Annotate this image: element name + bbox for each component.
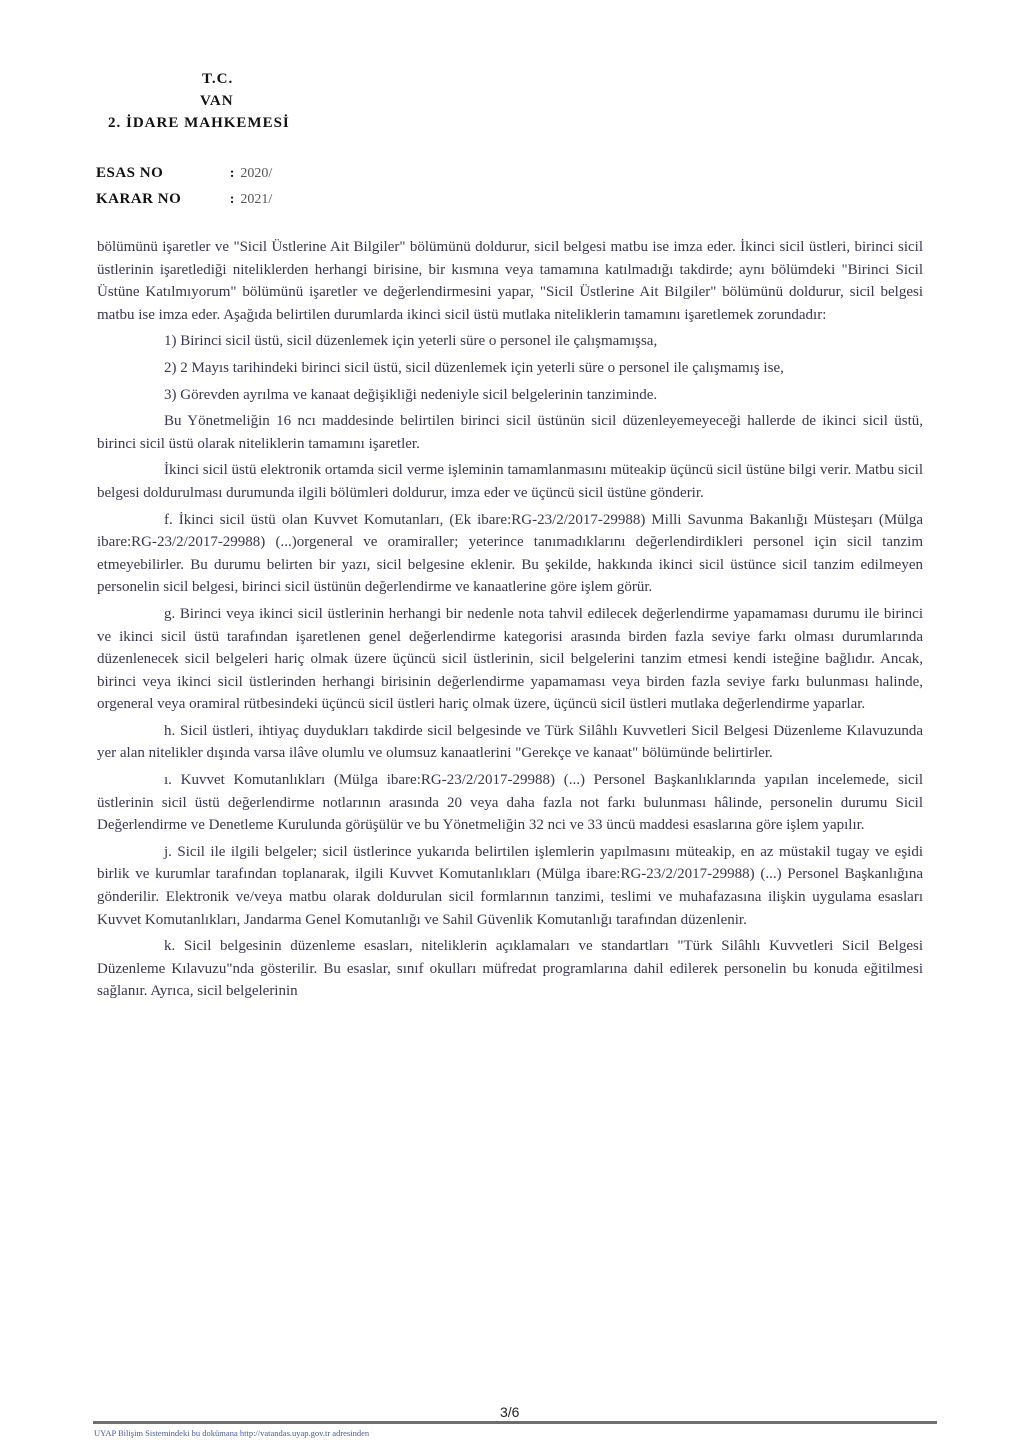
document-body <box>97 236 923 1007</box>
karar-value: 2021/ <box>240 192 273 207</box>
footer-note: UYAP Bilişim Sistemindeki bu dokümana http://vatandas.uyap.gov.tr adresinden <box>94 1428 370 1438</box>
court-header <box>96 68 356 134</box>
body-list-item: 1) Birinci sicil üstü, sicil düzenlemek için yeterli süre o personel ile çalışmamışsa, <box>164 333 658 350</box>
body-paragraph-i: ı. Kuvvet Komutanlıkları (Mülga ibare:RG-23/2/2017-29988) (...) Personel Başkanlıklarında yapılan incelemede, sicil üstlerinin sicil üstü değerlendirme notlarının arasında 20 veya daha fazla not farkı bulunması hâlinde, personelin durumu Sicil Değerlendirme ve Denetleme Kurulunda görüşülür ve bu Yönetmeliğin 32 nci ve 33 üncü maddesi esaslarına göre işlem yapılır. <box>97 772 923 834</box>
body-paragraph: İkinci sicil üstü elektronik ortamda sicil verme işleminin tamamlanmasını müteakip üçüncü sicil üstüne bilgi verir. Matbu sicil belgesi doldurulması durumunda ilgili bölümleri doldurur, imza eder ve üçüncü sicil üstüne gönderir. <box>97 462 923 501</box>
header-city: VAN <box>200 93 234 109</box>
body-paragraph-h: h. Sicil üstleri, ihtiyaç duydukları takdirde sicil belgesinde ve Türk Silâhlı Kuvvetleri Sicil Belgesi Düzenleme Kılavuzunda yer alan nitelikler dışında varsa ilâve olumlu ve olumsuz kanaatlerini "Gerekçe ve kanaat" bölümünde belirtirler. <box>97 722 923 762</box>
body-paragraph: bölümünü işaretler ve "Sicil Üstlerine Ait Bilgiler" bölümünü doldurur, sicil belgesi matbu ise imza eder. İkinci sicil üstleri, birinci sicil üstlerinin işaretlediği niteliklerden herhangi birisine, bir kısmına veya tamamına katılmadığı takdirde; aynı bölümdeki "Birinci Sicil Üstüne Katılmıyorum" bölümünü işaretler ve değerlendirmesini yapar, "Sicil Üstlerine Ait Bilgiler" bölümünü doldurur, sicil belgesi matbu ise imza eder. Aşağıda belirtilen durumlarda ikinci sicil üstü mutlaka niteliklerin tamamını işaretlemek zorundadır: <box>97 239 923 323</box>
esas-row <box>96 160 272 186</box>
body-paragraph: Bu Yönetmeliğin 16 ncı maddesinde belirtilen birinci sicil üstünün sicil düzenleyemeyeceği hallerde de ikinci sicil üstü, birinci sicil üstü olarak niteliklerin tamamını işaretler. <box>97 413 923 452</box>
case-numbers <box>96 160 272 212</box>
body-paragraph-g: g. Birinci veya ikinci sicil üstlerinin herhangi bir nedenle nota tahvil edilecek değerlendirme yapamaması durumu ile birinci ve ikinci sicil üstü tarafından işaretlenen genel değerlendirme kategorisi arasında birden fazla seviye farkı olması durumlarında düzenlenecek sicil belgeleri hariç olmak üzere üçüncü sicil üstlerinin, sicil belgelerini tanzim etmesi kendi isteğine bağlıdır. Ancak, birinci veya ikinci sicil üstlerinden herhangi birisinin değerlendirme yapamaması veya birden fazla seviye farkı bulunması halinde, orgeneral veya oramiral rütbesindeki üçüncü sicil üstleri hariç olmak üzere, üçüncü sicil üstleri mutlaka değerlendirme yaparlar. <box>97 605 923 713</box>
page-number: 3/6 <box>500 1404 520 1420</box>
karar-label: KARAR NO <box>96 191 182 207</box>
body-paragraph-j: j. Sicil ile ilgili belgeler; sicil üstlerince yukarıda belirtilen işlemlerin yapılmasını müteakip, en az müstakil tugay ve eşidi birlik ve kurumlar tarafından toplanarak, ilgili Kuvvet Komutanlıkları (Mülga ibare:RG-23/2/2017-29988) (...) Personel Başkanlığına gönderilir. Elektronik ve/veya matbu olarak doldurulan sicil formlarının tanzimi, teslimi ve muhafazasına ilişkin uygulama esasları Kuvvet Komutanlıkları, Jandarma Genel Komutanlığı ve Sahil Güvenlik Komutanlığı tarafından düzenlenir. <box>97 843 923 928</box>
body-list-item: 2) 2 Mayıs tarihindeki birinci sicil üstü, sicil düzenlemek için yeterli süre o personel ile çalışmamış ise, <box>164 359 784 376</box>
karar-separator: : <box>229 192 235 207</box>
body-paragraph-f: f. İkinci sicil üstü olan Kuvvet Komutanları, (Ek ibare:RG-23/2/2017-29988) Milli Savunma Bakanlığı Müsteşarı (Mülga ibare:RG-23/2/2017-29988) (...)orgeneral ve oramiraller; yeterince tanımadıklarını değerlendirdikleri personel için sicil tanzim etmeyebilirler. Bu durumu belirten bir yazı, sicil belgesine eklenir. Bu şekilde, hakkında ikinci sicil üstünce sicil tanzim edilmeyen personelin sicil belgesi, birinci sicil üstünün değerlendirme ve kanaatlerine göre işlem görür. <box>97 511 923 596</box>
esas-value: 2020/ <box>240 166 273 181</box>
body-list-item: 3) Görevden ayrılma ve kanaat değişikliği nedeniyle sicil belgelerinin tanziminde. <box>164 386 658 403</box>
body-paragraph-k: k. Sicil belgesinin düzenleme esasları, niteliklerin açıklamaları ve standartları "Türk Silâhlı Kuvvetleri Sicil Belgesi Düzenleme Kılavuzu"nda gösterilir. Bu esaslar, sınıf okulları müfredat programlarına dahil edilerek personelin bu konuda eğitilmesi sağlanır. Ayrıca, sicil belgelerinin <box>97 938 923 1000</box>
karar-row <box>96 186 272 212</box>
header-republic: T.C. <box>202 71 234 87</box>
esas-separator: : <box>229 166 235 181</box>
footer-divider <box>93 1421 937 1424</box>
esas-label: ESAS NO <box>96 165 164 181</box>
header-court-name: 2. İDARE MAHKEMESİ <box>108 115 290 131</box>
